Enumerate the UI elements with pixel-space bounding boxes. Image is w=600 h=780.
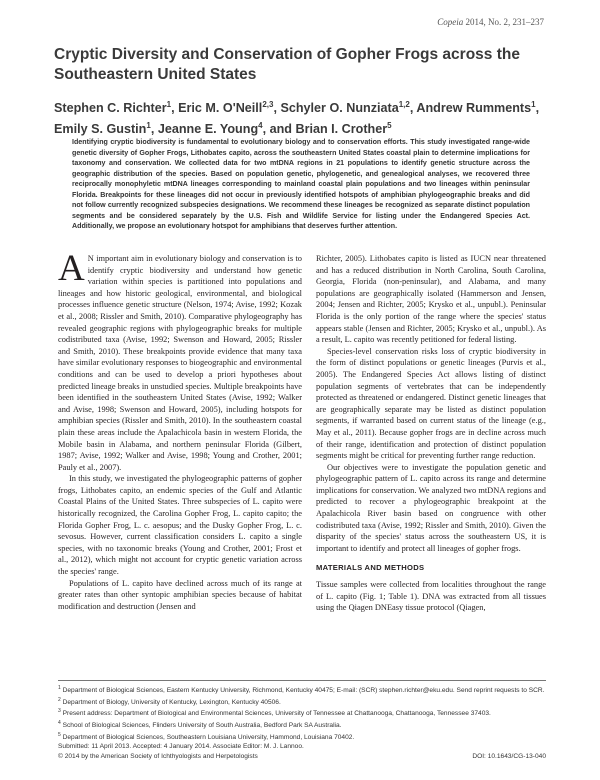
affiliation-footnote: $^1$ Department of Biological Sciences, Eastern Kentucky University, Richmond, Kentucky 40475; E-mail: (SCR) stephen.richter@eku.edu. Send reprint requests to SCR. [58,685,545,695]
copyright-row [58,752,546,762]
author-affiliation-mark: 5 [387,121,392,131]
author-name: Stephen C. Richter [54,101,167,116]
author-affiliation-mark: 1 [146,121,151,131]
affiliation-footnote: $^2$ Department of Biology, University of Kentucky, Lexington, Kentucky 40506. [58,696,281,706]
intro-paragraph-6: Our objectives were to investigate the population genetic and phylogeographic pattern of L. capito across its range and determine implications for conservation. We analyzed two mtDNA regions and predicted to recover a phylogeographic breakpoint at the Apalachicola River basin based on congruence with other codistributed taxa (Avise, 1992; Rissler and Smith, 2010). Given the disparity of the species' status across the southeastern US, it is important to identify and protect all lineages of gopher frogs. [316,462,546,553]
author-name: Eric M. O'Neill [178,101,263,116]
doi: DOI: 10.1643/CG-13-040 [472,752,546,760]
author-affiliation-mark: 1,2 [398,100,410,109]
journal-citation [437,17,544,27]
author-name: Jeanne E. Young [157,122,259,137]
intro-paragraph-4: Richter, 2005). Lithobates capito is listed as IUCN near threatened and has a reduced distribution in North Carolina, South Carolina, Georgia, Florida (non-peninsular), and Alabama, and many populations are geographically isolated (Hammerson and Jensen, 2004; Jensen and Richter, 2005; Krysko et al., unpubl.). Peninsular Florida is the only portion of the range where the species' status appears stable (Jensen and Richter, 2005; Krysko et al., unpubl.). As a result, L. capito was recently petitioned for federal listing. [316,254,546,345]
author-affiliation-mark: 1 [166,100,172,109]
author-list: Stephen C. Richter$^1$, Eric M. O'Neill$^{2,3}$, Schyler O. Nunziata$^{1,2}$, Andrew Rumments$^1$, Emily S. Gustin$^1$, Jeanne E. Young$^4$, and Brian I. Crother$^5$ [54,100,540,137]
article-title: Cryptic Diversity and Conservation of Gopher Frogs across the Southeastern United States [54,46,520,83]
affiliation-footnote: $^4$ School of Biological Sciences, Flinders University of South Australia, Bedford Park SA Australia. [58,720,342,730]
intro-paragraph-3: Populations of L. capito have declined across much of its range at greater rates than other syntopic amphibian species because of habitat modification and destruction (Jensen and [58,578,302,611]
copyright: © 2014 by the American Society of Ichthyologists and Herpetologists [58,752,258,760]
abstract: Identifying cryptic biodiversity is fundamental to evolutionary biology and to conservation efforts. This study investigated range-wide genetic diversity of Gopher Frogs, Lithobates capito, across the southeastern United States coastal plain to determine implications for taxonomy and conservation. We collected data for two mtDNA regions in 21 populations to identify genetic structure across the geographic distribution of the species. Based on population genetic, phylogenetic, and genealogical analyses, we recovered three reciprocally monophyletic mtDNA lineages corresponding to mainland coastal plain populations and two lineages within peninsular Florida. Breakpoints for these lineages did not occur in previously identified hotspots of amphibian phylogeographic breaks and did not follow currently recognized subspecies designations. We recommend these lineages be recognized as separate distinct population segments and be considered separately by the U.S. Fish and Wildlife Service for listing under the Endangered Species Act. Additionally, we propose an evolutionary hotspot for amphibians that deserves further attention. [72,138,530,230]
submission-info: Submitted: 11 April 2013. Accepted: 4 January 2014. Associate Editor: M. J. Lannoo. [58,743,304,751]
author-name: Brian I. Crother [295,122,388,137]
journal-name: Copeia [437,17,464,27]
author-name: Emily S. Gustin [54,122,147,137]
body-column-left [58,248,302,612]
footnote-rule [58,680,546,681]
author-name: Schyler O. Nunziata [280,101,399,116]
affiliation-footnote: $^3$ Present address: Department of Biological and Environmental Sciences, University of Tennessee at Chattanooga, Chattanooga, Tennessee 37403. [58,708,491,718]
author-affiliation-mark: 4 [258,121,263,131]
affiliation-footnote: $^5$ Department of Biological Sciences, Southeastern Louisiana University, Hammond, Louisiana 70402. [58,731,355,741]
intro-paragraph-1 [58,248,302,473]
intro-text-1: N important aim in evolutionary biology and conservation is to identify cryptic biodiversity and understand how genetic variation within species is partitioned into populations and lineages and how historic geological, environmental, and biological processes influence genetic structure (Nelson, 1974; Avise, 1992; Kozak et al., 2008; Rissler and Smith, 2010). Comparative phylogeography has revealed geographic regions with phylogeographic breaks for multiple codistributed taxa (Avise, 1992; Swenson and Howard, 2005; Rissler and Smith, 2010). These breakpoints provide evidence that many taxa have similar evolutionary responses to biogeographic and environmental conditions and can be used to develop a priori hypotheses about predicted lineage breaks in unstudied species. Multiple breakpoints have been identified in the southeastern United States (Avise, 1992; Walker and Avise, 1998; Swenson and Howard, 2005), including hotspots for amphibian species (Rissler and Smith, 2010). In the southeastern coastal plain these areas include the Apalachicola basin in western Florida, the Mobile basin in Alabama, and northern peninsular Florida (Gilbert, 1987; Avise, 1992; Walker and Avise, 1998; Young and Crother, 2001; Pauly et al., 2007). [58,254,302,472]
author-affiliation-mark: 2,3 [262,100,274,109]
affiliation-list [58,684,546,742]
author-name: Andrew Rumments [416,101,532,116]
footnotes [58,684,546,761]
intro-paragraph-5: Species-level conservation risks loss of cryptic biodiversity in the form of distinct populations or genetic lineages (Purvis et al., 2005). The Endangered Species Act allows listing of distinct population segments of vertebrates that can be independently protected as threatened or endangered. Distinct genetic lineages that are geographically separate may be listed as distinct population segments, if warranted based on current status of the lineage (e.g., May et al., 2011). Because gopher frogs are in decline across much of their range, identification and protection of distinct population segments might be critical for preventing further range reduction. [316,346,546,461]
methods-paragraph-1: Tissue samples were collected from localities throughout the range of L. capito (Fig. 1; Table 1). DNA was extracted from all tissues using the Qiagen DNEasy tissue protocol (Qiagen, [316,580,546,613]
body-column-right [316,253,546,614]
author-affiliation-mark: 1 [531,100,536,109]
intro-paragraph-2: In this study, we investigated the phylogeographic patterns of gopher frogs, Lithobates capito, an endemic species of the Gulf and Atlantic Coastal Plains of the United States. Three subspecies of L. capito were historically recognized, the Carolina Gopher Frog, L. capito capito; the Florida Gopher Frog, L. c. aesopus; and the Dusky Gopher Frog, L. c. sevosus. However, current classification considers L. capito a single species, with no taxonomic breaks (Young and Crother, 2001; Frost et al., 2012), which might not account for cryptic genetic variation across the species' range. [58,474,302,577]
journal-issue: 2014, No. 2, 231–237 [465,17,544,27]
drop-cap: A [58,248,85,289]
section-heading-methods: MATERIALS AND METHODS [316,563,425,573]
